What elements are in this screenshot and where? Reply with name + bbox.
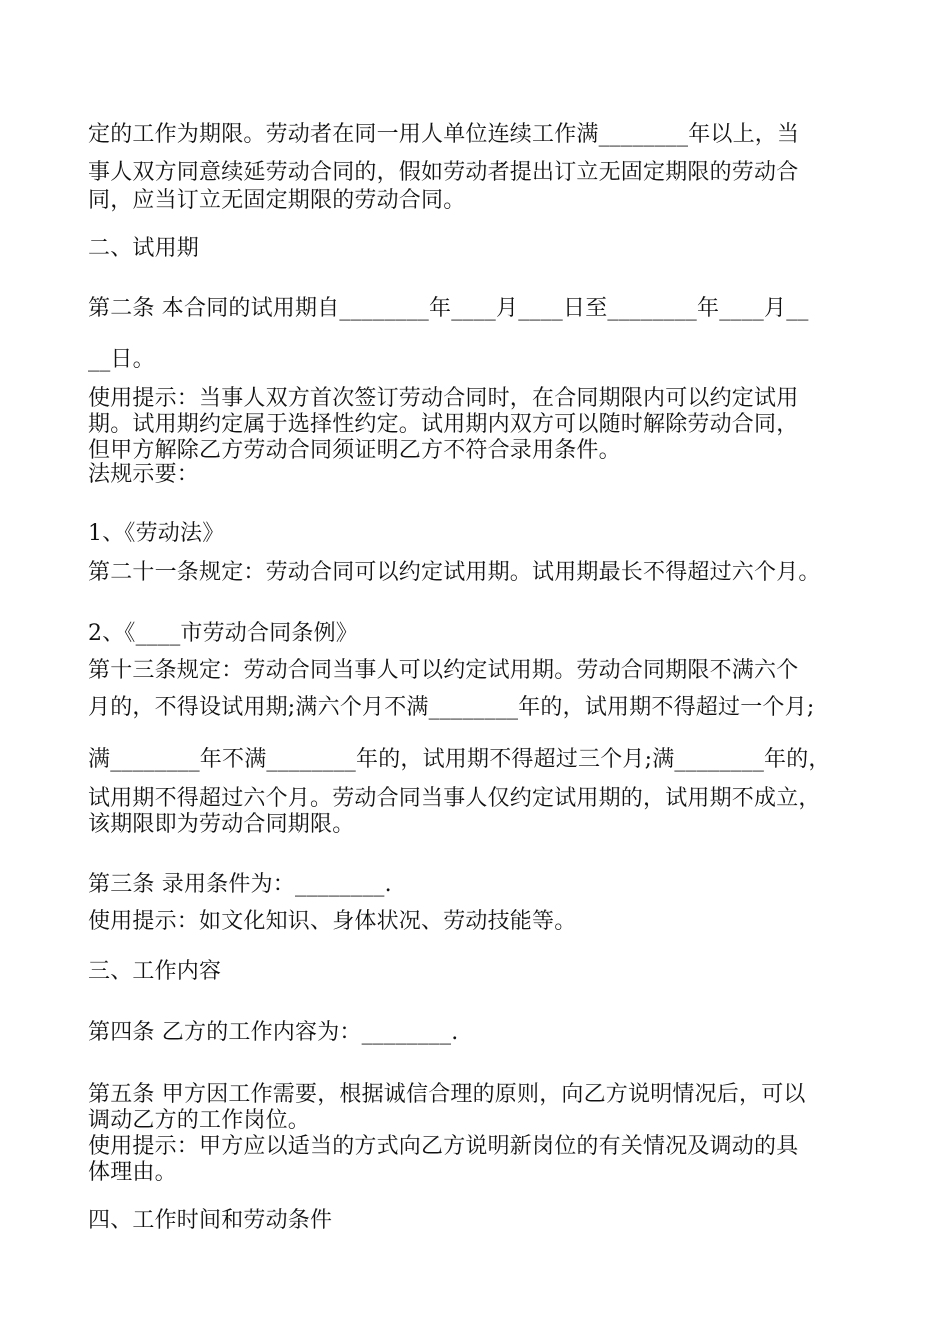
text-line: 第十三条规定：劳动合同当事人可以约定试用期。劳动合同期限不满六个 [88, 658, 799, 683]
text-line: 1、《劳动法》 [88, 521, 225, 546]
text-line: __日。 [88, 347, 155, 372]
text-line: 同，应当订立无固定期限的劳动合同。 [88, 188, 466, 213]
text-line: 满________年不满________年的，试用期不得超过三个月;满________年的， [88, 747, 831, 772]
text-line: 第五条 甲方因工作需要，根据诚信合理的原则，向乙方说明情况后，可以 [88, 1082, 806, 1107]
text-line: 体理由。 [88, 1160, 177, 1185]
text-line: 第二条 本合同的试用期自________年____月____日至________年____月__ [88, 296, 809, 321]
text-line: 使用提示：甲方应以适当的方式向乙方说明新岗位的有关情况及调动的具 [88, 1134, 799, 1159]
text-line: 期。试用期约定属于选择性约定。试用期内双方可以随时解除劳动合同， [88, 412, 799, 437]
text-line: 试用期不得超过六个月。劳动合同当事人仅约定试用期的，试用期不成立， [88, 786, 821, 811]
text-line: 该期限即为劳动合同期限。 [88, 812, 355, 837]
text-line: 事人双方同意续延劳动合同的，假如劳动者提出订立无固定期限的劳动合 [88, 160, 799, 185]
section-heading: 四、工作时间和劳动条件 [88, 1208, 333, 1233]
text-line: 月的，不得设试用期;满六个月不满________年的，试用期不得超过一个月; [88, 695, 815, 720]
text-line: 2、《____市劳动合同条例》 [88, 621, 358, 646]
text-line: 第三条 录用条件为：________. [88, 872, 392, 897]
text-line: 调动乙方的工作岗位。 [88, 1108, 311, 1133]
text-line: 法规示要： [88, 462, 200, 487]
text-line: 但甲方解除乙方劳动合同须证明乙方不符合录用条件。 [88, 438, 621, 463]
section-heading: 二、试用期 [88, 236, 200, 261]
text-line: 使用提示：如文化知识、身体状况、劳动技能等。 [88, 909, 577, 934]
text-line: 使用提示：当事人双方首次签订劳动合同时，在合同期限内可以约定试用 [88, 386, 799, 411]
text-line: 第二十一条规定：劳动合同可以约定试用期。试用期最长不得超过六个月。 [88, 560, 821, 585]
text-line: 定的工作为期限。劳动者在同一用人单位连续工作满________年以上，当 [88, 122, 800, 147]
text-line: 第四条 乙方的工作内容为：________. [88, 1020, 459, 1045]
section-heading: 三、工作内容 [88, 959, 222, 984]
